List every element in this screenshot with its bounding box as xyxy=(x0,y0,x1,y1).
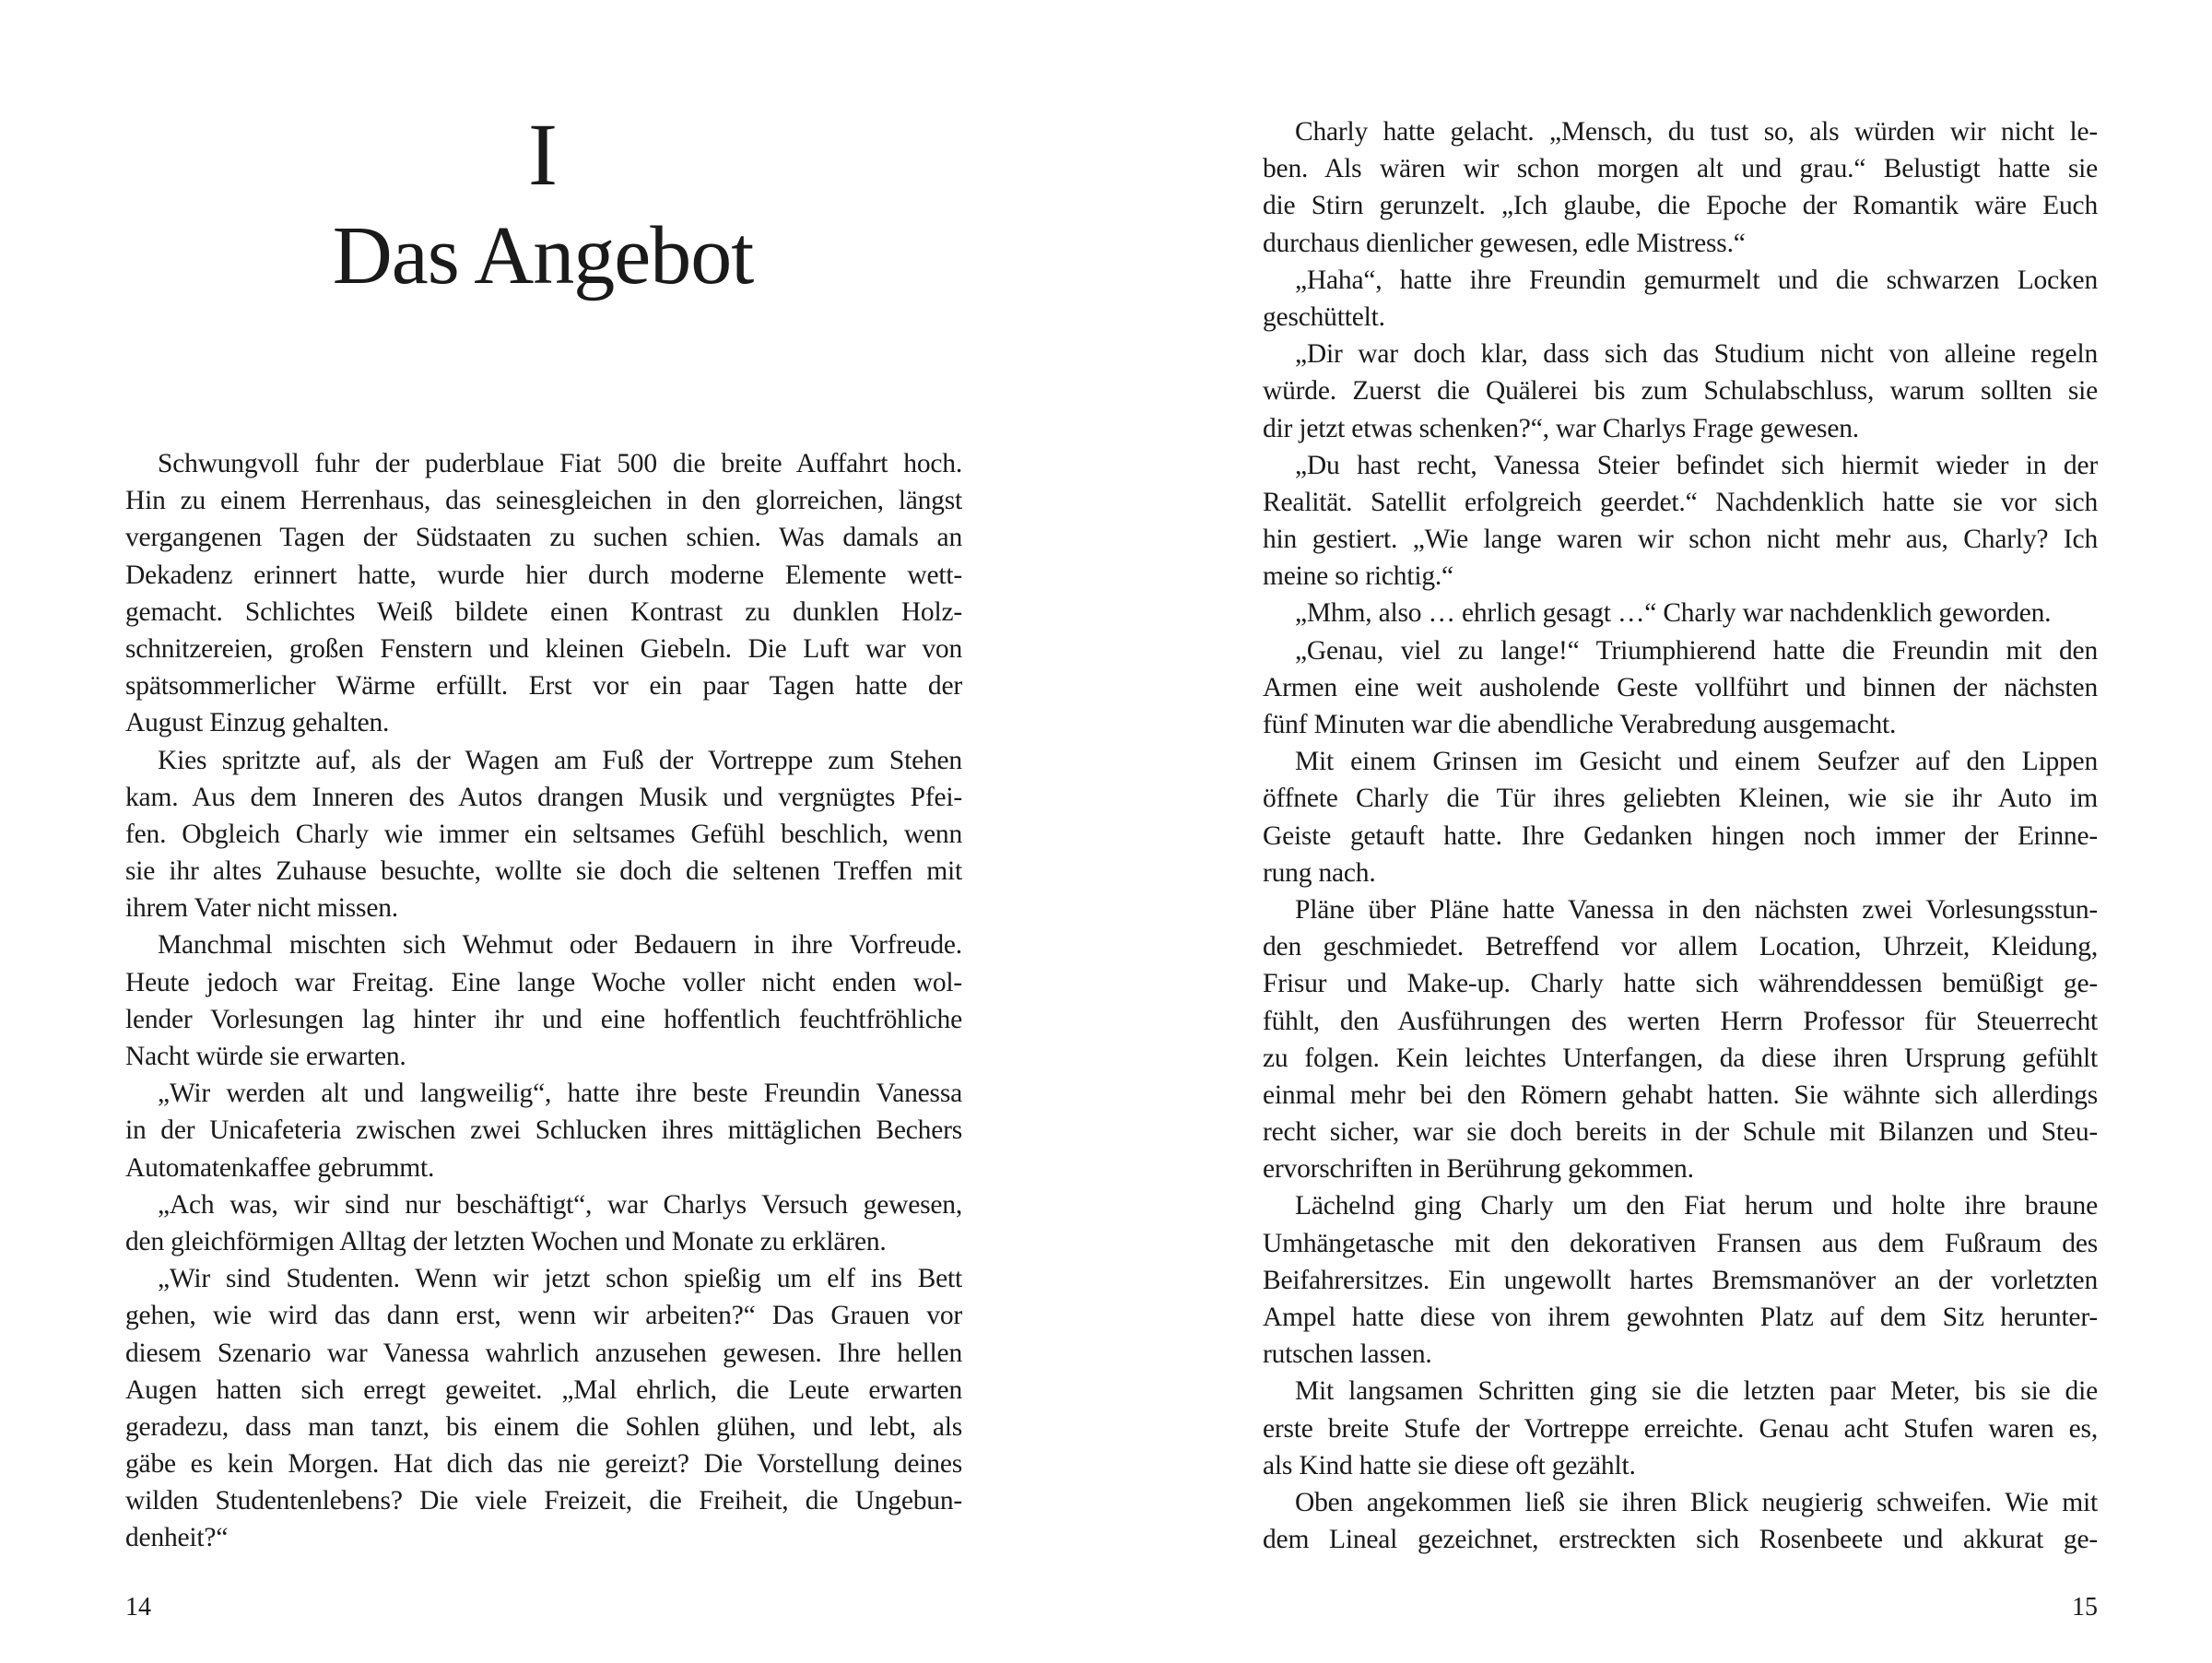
text-line: „Wir werden alt und langweilig“, hatte ihre beste Freundin Vanessa xyxy=(158,1079,962,1109)
text-line: „Dir war doch klar, dass sich das Studium nicht von alleine regeln xyxy=(1295,339,2098,370)
text-line: Lächelnd ging Charly um den Fiat herum und holte ihre braune xyxy=(1295,1191,2098,1221)
text-line: wilden Studentenlebens? Die viele Freizeit, die Freiheit, die Ungebun- xyxy=(125,1486,962,1516)
text-line: rung nach. xyxy=(1263,857,1376,888)
text-line: „Genau, viel zu lange!“ Triumphierend hatte die Freundin mit den xyxy=(1295,635,2098,666)
text-line: fen. Obgleich Charly wie immer ein seltsames Gefühl beschlich, wenn xyxy=(125,819,962,849)
text-line: Mit langsamen Schritten ging sie die letzten paar Meter, bis sie die xyxy=(1295,1376,2098,1407)
text-line: sie ihr altes Zuhause besuchte, wollte sie doch die seltenen Treffen mit xyxy=(125,856,962,887)
text-line: zu folgen. Kein leichtes Unterfangen, da diese ihren Ursprung gefühlt xyxy=(1263,1043,2098,1073)
text-line: geradezu, dass man tanzt, bis einem die Sohlen glühen, und lebt, als xyxy=(125,1411,962,1442)
text-line: Nacht würde sie erwarten. xyxy=(125,1042,406,1071)
text-line: „Haha“, hatte ihre Freundin gemurmelt und die schwarzen Locken xyxy=(1295,265,2098,295)
text-line: öffnete Charly die Tür ihres geliebten Kleinen, wie sie ihr Auto im xyxy=(1263,784,2098,814)
text-line: Mit einem Grinsen im Gesicht und einem Seufzer auf den Lippen xyxy=(1295,747,2098,777)
text-line: „Mhm, also … ehrlich gesagt …“ Charly war nachdenklich geworden. xyxy=(1295,598,2052,629)
paragraph xyxy=(1263,1187,2098,1373)
paragraph xyxy=(1263,891,2098,1188)
text-line: erste breite Stufe der Vortreppe erreichte. Genau acht Stufen waren es, xyxy=(1263,1413,2098,1444)
paragraph xyxy=(125,1186,962,1260)
text-line: fühlt, den Ausführungen des werten Herrn Professor für Steuerrecht xyxy=(1263,1006,2098,1036)
paragraph xyxy=(1263,1484,2098,1558)
text-line: rutschen lassen. xyxy=(1263,1339,1432,1370)
text-line: „Du hast recht, Vanessa Steier befindet sich hiermit wieder in der xyxy=(1295,450,2098,480)
paragraph xyxy=(1263,113,2098,262)
text-line: Pläne über Pläne hatte Vanessa in den nächsten zwei Vorlesungsstun- xyxy=(1295,894,2098,925)
paragraph xyxy=(1263,632,2098,744)
paragraph xyxy=(125,1260,962,1557)
text-line: Kies spritzte auf, als der Wagen am Fuß der Vortreppe zum Stehen xyxy=(158,745,962,775)
text-line: durchaus dienlicher gewesen, edle Mistress.“ xyxy=(1263,228,1746,258)
chapter-number: I xyxy=(528,105,558,204)
text-line: schnitzereien, großen Fenstern und kleinen Giebeln. Die Luft war von xyxy=(125,633,962,664)
text-line: ihrem Vater nicht missen. xyxy=(125,893,398,924)
text-line: Manchmal mischten sich Wehmut oder Bedauern in ihre Vorfreude. xyxy=(158,930,962,961)
text-line: gäbe es kein Morgen. Hat dich das nie gereizt? Die Vorstellung deines xyxy=(125,1449,962,1480)
text-line: den geschmiedet. Betreffend vor allem Location, Uhrzeit, Kleidung, xyxy=(1263,932,2098,962)
text-line: dir jetzt etwas schenken?“, war Charlys Frage gewesen. xyxy=(1263,413,1859,443)
paragraph xyxy=(125,1075,962,1186)
text-line: denheit?“ xyxy=(125,1523,229,1553)
text-line: Augen hatten sich erregt geweitet. „Mal ehrlich, die Leute erwarten xyxy=(125,1374,962,1405)
paragraph xyxy=(1263,1373,2098,1484)
text-line: Dekadenz erinnert hatte, wurde hier durch moderne Elemente wett- xyxy=(125,560,962,590)
text-line: dem Lineal gezeichnet, erstreckten sich Rosenbeete und akkurat ge- xyxy=(1263,1525,2098,1555)
page-number-right: 15 xyxy=(2072,1593,2098,1622)
text-line: Heute jedoch war Freitag. Eine lange Woche voller nicht enden wol- xyxy=(125,967,962,997)
text-line: ervorschriften in Berührung gekommen. xyxy=(1263,1154,1694,1185)
text-line: August Einzug gehalten. xyxy=(125,708,390,738)
text-line: in der Unicafeteria zwischen zwei Schlucken ihres mittäglichen Bechers xyxy=(125,1115,962,1146)
text-line: vergangenen Tagen der Südstaaten zu suchen schien. Was damals an xyxy=(125,523,962,553)
text-line: recht sicher, war sie doch bereits in der Schule mit Bilanzen und Steu- xyxy=(1263,1117,2098,1148)
text-line: einmal mehr bei den Römern gehabt hatten. Sie wähnte sich allerdings xyxy=(1263,1079,2098,1110)
text-line: „Ach was, wir sind nur beschäftigt“, war Charlys Versuch gewesen, xyxy=(158,1189,962,1220)
text-line: Hin zu einem Herrenhaus, das seinesgleichen in den glorreichen, längst xyxy=(125,486,962,516)
text-line: ben. Als wären wir schon morgen alt und grau.“ Belustigt hatte sie xyxy=(1263,154,2098,184)
text-line: Geiste getauft hatte. Ihre Gedanken hingen noch immer der Erinne- xyxy=(1263,820,2098,851)
chapter-title: Das Angebot xyxy=(332,210,754,301)
text-line: Beifahrersitzes. Ein ungewollt hartes Bremsmanöver an der vorletzten xyxy=(1263,1265,2098,1295)
text-line: meine so richtig.“ xyxy=(1263,561,1453,592)
paragraph xyxy=(125,926,962,1075)
paragraph xyxy=(1263,743,2098,891)
text-line: geschüttelt. xyxy=(1263,301,1385,332)
paragraph xyxy=(1263,447,2098,596)
paragraph xyxy=(1263,336,2098,447)
text-line: kam. Aus dem Inneren des Autos drangen Musik und vergnügtes Pfei- xyxy=(125,782,962,812)
text-line: Realität. Satellit erfolgreich geerdet.“ Nachdenklich hatte sie vor sich xyxy=(1263,487,2098,517)
text-line: die Stirn gerunzelt. „Ich glaube, die Epoche der Romantik wäre Euch xyxy=(1263,191,2098,221)
text-line: lender Vorlesungen lag hinter ihr und eine hoffentlich feuchtfröhliche xyxy=(125,1004,962,1034)
paragraph xyxy=(1263,595,2098,631)
text-line: gemacht. Schlichtes Weiß bildete einen Kontrast zu dunklen Holz- xyxy=(125,596,962,627)
text-line: Charly hatte gelacht. „Mensch, du tust so, als würden wir nicht le- xyxy=(1295,117,2098,147)
text-line: Automatenkaffee gebrummt. xyxy=(125,1152,435,1183)
text-line: „Wir sind Studenten. Wenn wir jetzt schon spießig um elf ins Bett xyxy=(158,1264,962,1294)
paragraph xyxy=(125,445,962,742)
text-line: würde. Zuerst die Quälerei bis zum Schulabschluss, warum sollten sie xyxy=(1263,376,2098,407)
text-line: Schwungvoll fuhr der puderblaue Fiat 500 die breite Auffahrt hoch. xyxy=(158,449,962,478)
text-line: fünf Minuten war die abendliche Verabredung ausgemacht. xyxy=(1263,710,1897,739)
paragraph xyxy=(125,742,962,927)
text-line: hin gestiert. „Wie lange waren wir schon nicht mehr aus, Charly? Ich xyxy=(1263,525,2098,555)
text-line: den gleichförmigen Alltag der letzten Wochen und Monate zu erklären. xyxy=(125,1226,887,1256)
text-line: als Kind hatte sie diese oft gezählt. xyxy=(1263,1450,1636,1480)
text-line: Umhängetasche mit den dekorativen Fransen aus dem Fußraum des xyxy=(1263,1228,2098,1258)
text-line: Armen eine weit ausholende Geste vollführt und binnen der nächsten xyxy=(1263,672,2098,702)
text-line: Oben angekommen ließ sie ihren Blick neugierig schweifen. Wie mit xyxy=(1295,1487,2098,1517)
text-line: diesem Szenario war Vanessa wahrlich anzusehen gewesen. Ihre hellen xyxy=(125,1338,962,1368)
left-page-body xyxy=(125,445,962,1557)
right-page-body xyxy=(1263,113,2098,1558)
text-line: gehen, wie wird das dann erst, wenn wir arbeiten?“ Das Grauen vor xyxy=(125,1301,962,1331)
text-line: Ampel hatte diese von ihrem gewohnten Platz auf dem Sitz herunter- xyxy=(1263,1303,2098,1332)
paragraph xyxy=(1263,262,2098,336)
text-line: spätsommerlicher Wärme erfüllt. Erst vor ein paar Tagen hatte der xyxy=(125,671,962,702)
text-line: Frisur und Make-up. Charly hatte sich währenddessen bemüßigt ge- xyxy=(1263,969,2098,999)
page-number-left: 14 xyxy=(125,1593,151,1622)
